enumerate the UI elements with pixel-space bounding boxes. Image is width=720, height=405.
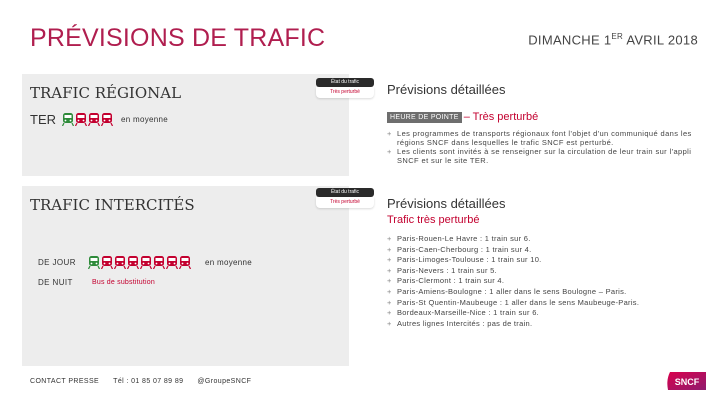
train-cancelled-icon bbox=[101, 256, 113, 269]
list-item: + Les clients sont invités à se renseigner sur la circulation de leur train sur l'appli SNCF et sur le site TER. bbox=[387, 147, 705, 165]
footer-twitter: @GroupeSNCF bbox=[197, 378, 252, 385]
date-main: DIMANCHE 1 bbox=[528, 32, 612, 48]
list-item: + Paris-Limoges-Toulouse : 1 train sur 10. bbox=[387, 255, 705, 266]
intercites-lines bbox=[387, 234, 705, 329]
list-item: + Les programmes de transports régionaux font l'objet d'un communiqué dans les régions SNCF dans lesquelles le trafic SNCF est perturbé. bbox=[387, 129, 705, 147]
list-item: + Paris-Nevers : 1 train sur 5. bbox=[387, 266, 705, 277]
train-cancelled-icon bbox=[153, 256, 165, 269]
jour-label: DE JOUR bbox=[38, 258, 76, 267]
nuit-row bbox=[38, 278, 155, 287]
jour-moyenne: en moyenne bbox=[205, 258, 253, 267]
date-sup: ER bbox=[611, 32, 624, 41]
regional-etat-badge bbox=[316, 78, 374, 98]
train-cancelled-icon bbox=[114, 256, 126, 269]
train-cancelled-icon bbox=[127, 256, 139, 269]
train-cancelled-icon bbox=[75, 113, 87, 126]
details-intercites-subtitle: Trafic très perturbé bbox=[387, 214, 480, 226]
train-running-icon bbox=[88, 256, 100, 269]
nuit-bus: Bus de substitution bbox=[92, 279, 155, 286]
page-title: PRÉVISIONS DE TRAFIC bbox=[30, 24, 326, 52]
train-cancelled-icon bbox=[179, 256, 191, 269]
etat-value: Très perturbé bbox=[316, 87, 374, 98]
regional-bullets bbox=[387, 129, 705, 165]
intercites-panel bbox=[22, 186, 360, 366]
ter-trains bbox=[62, 113, 113, 126]
footer-tel: Tél : 01 85 07 89 89 bbox=[113, 378, 184, 385]
ter-row bbox=[30, 112, 168, 127]
regional-title: TRAFIC RÉGIONAL bbox=[30, 84, 182, 102]
footer bbox=[30, 378, 251, 385]
list-item: + Paris-Clermont : 1 train sur 4. bbox=[387, 276, 705, 287]
list-item: + Paris-Amiens-Boulogne : 1 aller dans le sens Boulogne – Paris. bbox=[387, 287, 705, 298]
logo-text: SNCF bbox=[674, 377, 700, 387]
details-intercites-title: Prévisions détaillées bbox=[387, 196, 506, 211]
footer-contact: CONTACT PRESSE bbox=[30, 378, 100, 385]
details-intercites bbox=[387, 196, 705, 329]
heure-row bbox=[387, 111, 705, 123]
train-cancelled-icon bbox=[166, 256, 178, 269]
jour-row bbox=[38, 256, 252, 269]
details-regional-title: Prévisions détaillées bbox=[387, 82, 506, 97]
nuit-label: DE NUIT bbox=[38, 278, 73, 287]
etat-label: État du trafic bbox=[316, 188, 374, 197]
page-date bbox=[528, 32, 698, 47]
details-regional bbox=[387, 82, 705, 165]
sncf-logo bbox=[666, 370, 708, 392]
heure-badge: HEURE DE POINTE bbox=[387, 112, 462, 123]
train-running-icon bbox=[62, 113, 74, 126]
list-item: + Paris-Caen-Cherbourg : 1 train sur 4. bbox=[387, 245, 705, 256]
list-item: + Paris-St Quentin-Maubeuge : 1 aller dans le sens Maubeuge-Paris. bbox=[387, 298, 705, 309]
train-cancelled-icon bbox=[101, 113, 113, 126]
etat-value: Très perturbé bbox=[316, 197, 374, 208]
intercites-etat-badge bbox=[316, 188, 374, 208]
regional-panel bbox=[22, 74, 360, 176]
train-cancelled-icon bbox=[140, 256, 152, 269]
intercites-title: TRAFIC INTERCITÉS bbox=[30, 196, 195, 214]
list-item: + Autres lignes Intercités : pas de train. bbox=[387, 319, 705, 330]
list-item: + Bordeaux-Marseille-Nice : 1 train sur 6. bbox=[387, 308, 705, 319]
jour-trains bbox=[88, 256, 191, 269]
ter-moyenne: en moyenne bbox=[121, 115, 169, 124]
ter-label: TER bbox=[30, 112, 56, 127]
list-item: + Paris-Rouen-Le Havre : 1 train sur 6. bbox=[387, 234, 705, 245]
etat-label: État du trafic bbox=[316, 78, 374, 87]
train-cancelled-icon bbox=[88, 113, 100, 126]
date-rest: AVRIL 2018 bbox=[623, 32, 698, 48]
heure-text: – Très perturbé bbox=[463, 111, 539, 123]
